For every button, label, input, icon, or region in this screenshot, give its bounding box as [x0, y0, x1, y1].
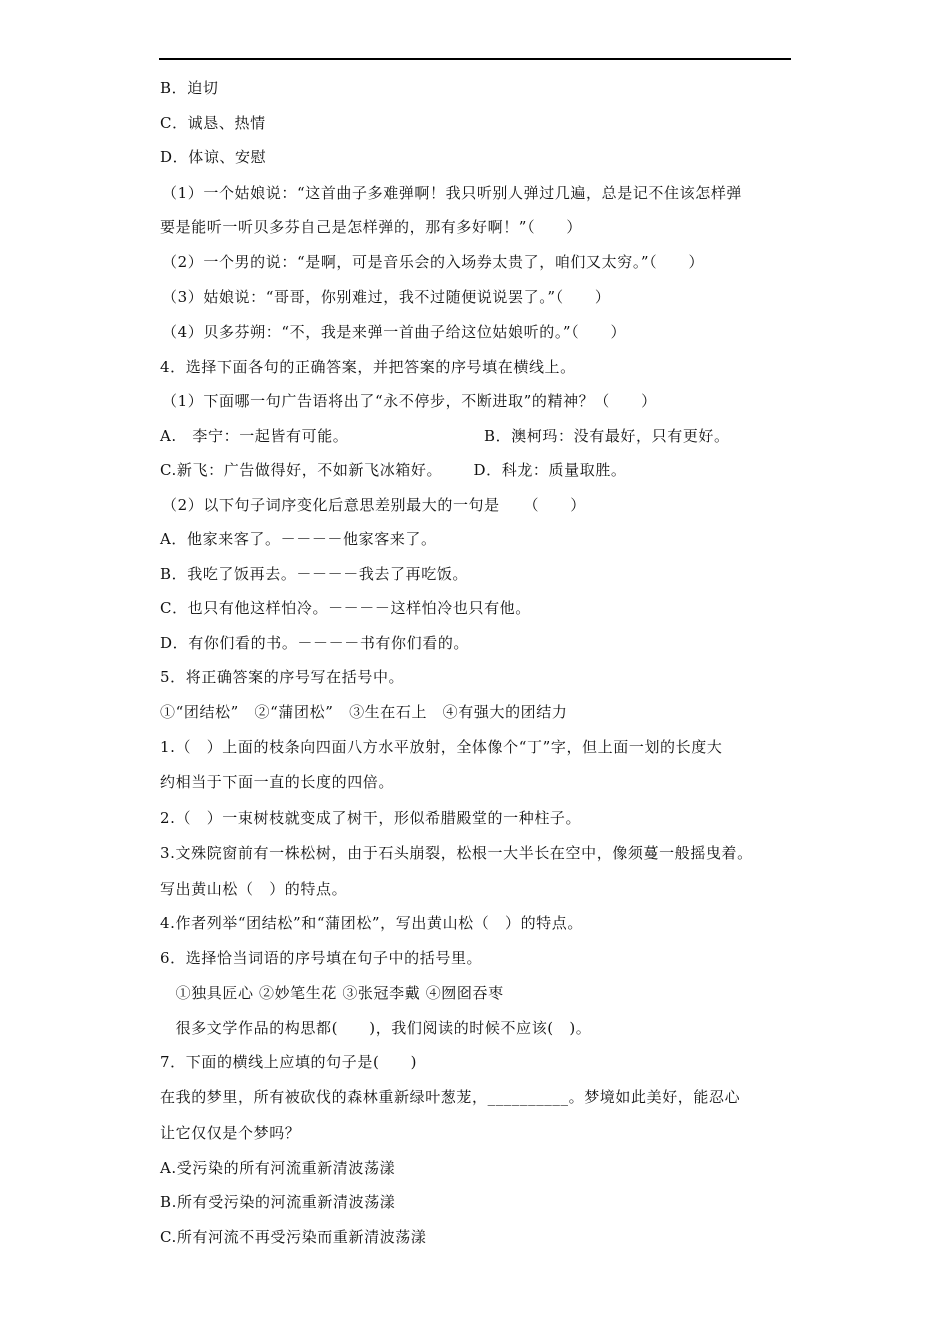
q7-title: 7．下面的横线上应填的句子是( )	[160, 1053, 418, 1071]
q3-option-b: B．迫切	[160, 79, 219, 97]
q3-item-4: （4）贝多芬朔：“不，我是来弹一首曲子给这位姑娘听的。”（ ）	[162, 323, 627, 341]
q4-part-1: （1）下面哪一句广告语将出了“永不停步，不断进取”的精神？（ ）	[162, 392, 657, 410]
q4-part-1-option-d: D．科龙：质量取胜。	[473, 461, 627, 479]
header-rule	[159, 58, 791, 60]
q5-sentence-1-line-2: 约相当于下面一直的长度的四倍。	[160, 773, 395, 791]
q7-option-c: C.所有河流不再受污染而重新清波荡漾	[160, 1228, 427, 1246]
q4-part-2-option-d: D．有你们看的书。－－－－书有你们看的。	[160, 634, 470, 652]
q5-sentence-3-line-1: 3.文殊院窗前有一株松树，由于石头崩裂，松根一大半长在空中，像须蔓一般摇曳着。	[160, 844, 753, 862]
q7-passage-line-1: 在我的梦里，所有被砍伐的森林重新绿叶葱茏，__________。梦境如此美好，能忍心	[160, 1088, 741, 1106]
q4-title: 4．选择下面各句的正确答案，并把答案的序号填在横线上。	[160, 358, 576, 376]
q3-item-3: （3）姑娘说：“哥哥，你别难过，我不过随便说说罢了。”（ ）	[162, 288, 611, 306]
q3-option-d: D．体谅、安慰	[160, 148, 267, 166]
q4-part-2-option-a: A．他家来客了。－－－－他家客来了。	[160, 530, 437, 548]
q4-part-2-option-b: B．我吃了饭再去。－－－－我去了再吃饭。	[160, 565, 469, 583]
q4-part-1-option-a: A. 李宁：一起皆有可能。	[160, 427, 349, 445]
q4-part-1-options-row-1	[160, 426, 730, 446]
q3-item-1-line-2: 要是能听一听贝多芬自己是怎样弹的，那有多好啊！”（ ）	[160, 218, 582, 236]
q3-item-2: （2）一个男的说：“是啊，可是音乐会的入场券太贵了，咱们又太穷。”（ ）	[162, 253, 705, 271]
q6-title: 6．选择恰当词语的序号填在句子中的括号里。	[160, 949, 483, 967]
q4-part-1-option-b: B．澳柯玛：没有最好，只有更好。	[484, 427, 730, 445]
q4-part-1-options-row-2	[160, 460, 627, 480]
q4-part-1-option-c: C.新飞：广告做得好，不如新飞冰箱好。	[160, 461, 443, 479]
q6-sentence: 很多文学作品的构思都( )，我们阅读的时候不应该( )。	[160, 1019, 592, 1037]
q5-sentence-3-line-2: 写出黄山松（ ）的特点。	[160, 880, 348, 898]
q4-part-2-option-c: C．也只有他这样怕冷。－－－－这样怕冷也只有他。	[160, 599, 531, 617]
q7-option-a: A.受污染的所有河流重新清波荡漾	[160, 1159, 396, 1177]
q5-sentence-4: 4.作者列举“团结松”和“蒲团松”，写出黄山松（ ）的特点。	[160, 914, 583, 932]
q5-choices: ①“团结松” ②“蒲团松” ③生在石上 ④有强大的团结力	[160, 703, 568, 721]
q6-words: ①独具匠心 ②妙笔生花 ③张冠李戴 ④囫囵吞枣	[160, 984, 504, 1002]
q3-item-1-line-1: （1）一个姑娘说：“这首曲子多难弹啊！我只听别人弹过几遍，总是记不住该怎样弹	[162, 184, 743, 202]
q5-sentence-1-line-1: 1.（ ）上面的枝条向四面八方水平放射，全体像个“丁”字，但上面一划的长度大	[160, 738, 723, 756]
q4-part-2: （2）以下句子词序变化后意思差别最大的一句是 （ ）	[162, 496, 586, 514]
q5-title: 5．将正确答案的序号写在括号中。	[160, 668, 405, 686]
q7-passage-line-2: 让它仅仅是个梦吗？	[160, 1124, 301, 1142]
q5-sentence-2: 2.（ ）一束树枝就变成了树干，形似希腊殿堂的一种柱子。	[160, 809, 582, 827]
q3-option-c: C．诚恳、热情	[160, 114, 266, 132]
q7-option-b: B.所有受污染的河流重新清波荡漾	[160, 1193, 396, 1211]
